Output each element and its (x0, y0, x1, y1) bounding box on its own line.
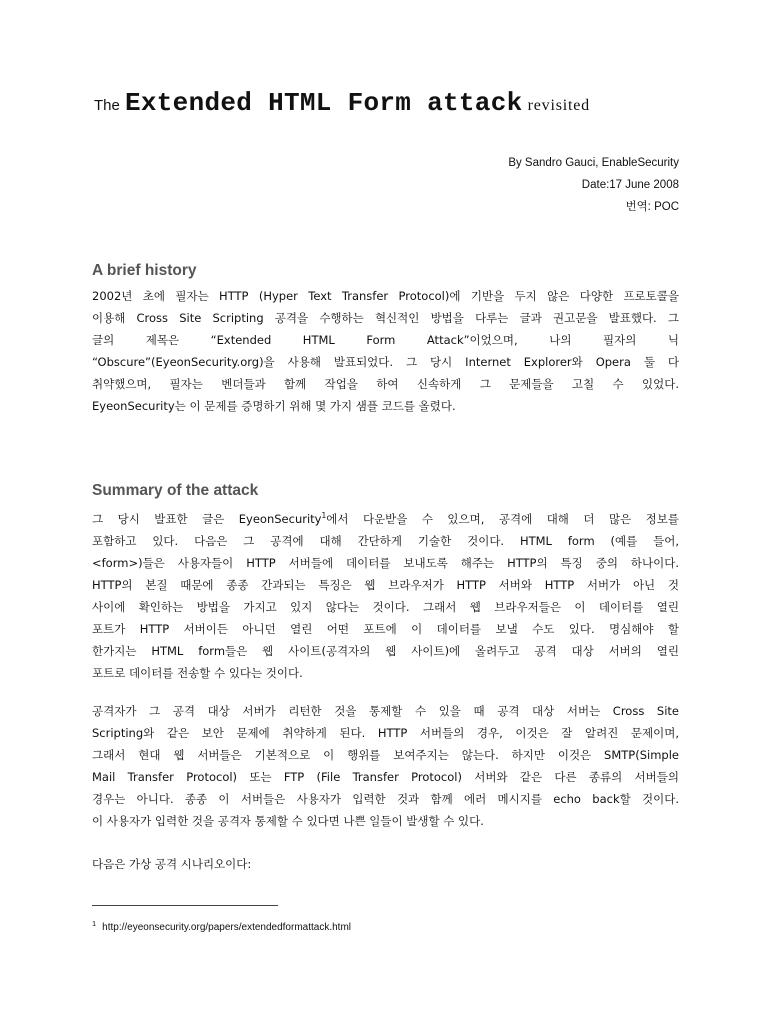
paragraph-line: 공격자가 그 공격 대상 서버가 리턴한 것을 통제할 수 있을 때 공격 대상 서버는 Cross Site (92, 704, 679, 718)
paragraph-line: 그래서 현대 웹 서버들은 기본적으로 이 행위를 보여주지는 않는다. 하지만 이것은 SMTP(Simple (92, 748, 679, 762)
section-heading-brief-history: A brief history (92, 262, 197, 279)
translator-line: 번역: POC (625, 201, 679, 213)
title-prefix: The (94, 97, 120, 114)
footnote-divider (92, 905, 278, 906)
footnote-reference[interactable]: 1 (321, 511, 327, 520)
section-heading-summary: Summary of the attack (92, 482, 259, 499)
paragraph-line: 한가지는 HTML form들은 웹 사이트(공격자의 웹 사이트)에 올려두고 공격 대상 서버의 열린 (92, 644, 679, 658)
paragraph-line: 사이에 확인하는 방법을 가지고 있지 않다는 것이다. 그래서 웹 브라우저들은 이 데이터를 열린 (92, 600, 679, 614)
date-line: Date:17 June 2008 (581, 179, 679, 191)
paragraph-line: 이용해 Cross Site Scripting 공격을 수행하는 혁신적인 방법을 다루는 글과 권고문을 발표했다. 그 (92, 311, 679, 325)
title-main: Extended HTML Form attack (124, 88, 523, 118)
document-title (94, 88, 694, 118)
paragraph-line: 경우는 아니다. 종종 이 서버들은 사용자가 입력한 것과 함께 에러 메시지를 echo back할 것이다. (92, 792, 679, 806)
paragraph-line: Scripting와 같은 보안 문제에 취약하게 된다. HTTP 서버들의 경우, 이것은 잘 알려진 문제이며, (92, 726, 679, 740)
paragraph-line: 포트로 데이터를 전송할 수 있다는 것이다. (92, 666, 303, 680)
paragraph-line: HTTP의 본질 때문에 종종 간과되는 특징은 웹 브라우저가 HTTP 서버와 HTTP 서버가 아닌 것 (92, 578, 679, 592)
summary-paragraph-2 (92, 700, 679, 832)
paragraph-line: 취약했으며, 필자는 벤더들과 함께 작업을 하여 신속하게 그 문제들을 고칠 수 있었다. (92, 377, 679, 391)
paragraph-line (92, 505, 679, 530)
author-line: By Sandro Gauci, EnableSecurity (508, 157, 679, 169)
byline (508, 152, 679, 218)
footnote-number: 1 (92, 919, 97, 928)
footnote (92, 919, 351, 933)
paragraph-line: 포함하고 있다. 다음은 그 공격에 대해 간단하게 기술한 것이다. HTML form (예를 들어, (92, 534, 679, 548)
paragraph-line: 글의 제목은 “Extended HTML Form Attack”이었으며, 나의 필자의 닉 (92, 333, 679, 347)
paragraph-line: “Obscure”(EyeonSecurity.org)을 사용해 발표되었다. 그 당시 Internet Explorer와 Opera 둘 다 (92, 355, 679, 369)
paragraph-line: 포트가 HTTP 서버이든 아니던 열린 어떤 포트에 이 데이터를 보낼 수도 있다. 명심해야 할 (92, 622, 679, 636)
title-suffix: revisited (527, 97, 590, 114)
paragraph-line: Mail Transfer Protocol) 또는 FTP (File Transfer Protocol) 서버와 같은 다른 종류의 서버들의 (92, 770, 679, 784)
line-text: 그 당시 발표한 글은 EyeonSecurity (92, 512, 322, 526)
paragraph-line: EyeonSecurity는 이 문제를 증명하기 위해 몇 가지 샘플 코드를 올렸다. (92, 399, 456, 413)
summary-paragraph-1 (92, 505, 679, 684)
paragraph-line: <form>)들은 사용자들이 HTTP 서버들에 데이터를 보내도록 해주는 HTTP의 특징 중의 하나이다. (92, 556, 679, 570)
line-text: 에서 다운받을 수 있으며, 공격에 대해 더 많은 정보를 (326, 512, 679, 526)
paragraph-line: 2002년 초에 필자는 HTTP (Hyper Text Transfer Protocol)에 기반을 두지 않은 다양한 프로토콜을 (92, 289, 679, 303)
brief-history-paragraph (92, 285, 679, 417)
footnote-link[interactable]: http://eyeonsecurity.org/papers/extendedformattack.html (102, 922, 352, 933)
paragraph-line: 이 사용자가 입력한 것을 공격자 통제할 수 있다면 나쁜 일들이 발생할 수 있다. (92, 814, 484, 828)
paragraph-line: 다음은 가상 공격 시나리오이다: (92, 857, 252, 871)
summary-paragraph-3 (92, 853, 679, 875)
